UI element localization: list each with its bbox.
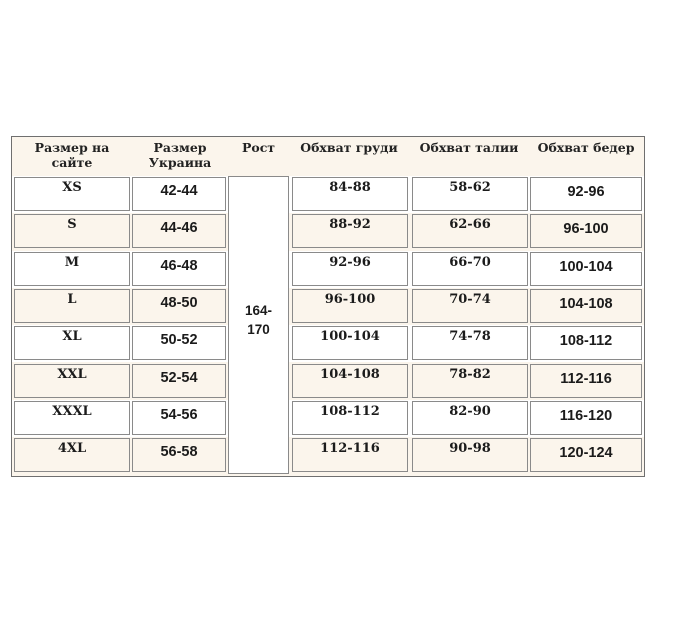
- header-site-size: Размер на сайте: [34, 140, 110, 170]
- cell-chest-box: [292, 252, 408, 286]
- header-hips: Обхват бедер: [537, 140, 635, 155]
- cell-hips: 120-124: [559, 445, 613, 462]
- cell-chest: 104-108: [320, 366, 380, 382]
- cell-waist-box: [412, 177, 528, 211]
- cell-waist: 58-62: [449, 180, 491, 195]
- cell-site-size: 4XL: [57, 441, 87, 457]
- cell-waist: 82-90: [449, 403, 491, 419]
- cell-chest-box: [292, 177, 408, 211]
- table-row: [12, 363, 644, 400]
- cell-hips-box: [530, 177, 642, 211]
- cell-chest: 108-112: [320, 403, 380, 419]
- cell-site-size: XXXL: [52, 403, 92, 419]
- cell-hips-box: [530, 252, 642, 286]
- cell-chest: 84-88: [329, 180, 371, 195]
- header-waist: Обхват талии: [419, 140, 519, 155]
- cell-hips-box: [530, 364, 642, 398]
- cell-waist-box: [412, 401, 528, 435]
- cell-waist-box: [412, 326, 528, 360]
- cell-waist: 78-82: [449, 366, 491, 382]
- cell-chest-box: [292, 289, 408, 323]
- cell-waist-box: [412, 252, 528, 286]
- cell-waist: 62-66: [449, 217, 491, 233]
- cell-waist: 66-70: [449, 254, 491, 270]
- cell-ukraine-size: 46-48: [160, 257, 198, 274]
- cell-site-size-box: [14, 252, 130, 286]
- cell-hips: 104-108: [559, 295, 613, 312]
- cell-site-size-box: [14, 214, 130, 248]
- cell-site-size: XXL: [57, 366, 87, 382]
- cell-chest: 100-104: [320, 329, 380, 345]
- cell-waist-box: [412, 438, 528, 472]
- cell-ukraine-size: 54-56: [160, 406, 198, 423]
- header-ukraine-size: Размер Украина: [148, 140, 212, 170]
- table-row: [12, 288, 644, 325]
- table-row: [12, 251, 644, 288]
- table-row: [12, 437, 644, 474]
- cell-hips: 112-116: [560, 370, 612, 387]
- cell-chest-box: [292, 214, 408, 248]
- cell-site-size: L: [67, 291, 77, 307]
- cell-chest-box: [292, 364, 408, 398]
- table-row: [12, 176, 644, 213]
- header-height: Рост: [241, 140, 276, 155]
- cell-ukraine-size: 52-54: [160, 369, 198, 386]
- cell-hips: 92-96: [567, 184, 605, 200]
- cell-ukraine-size-box: [132, 364, 226, 398]
- table-row: [12, 325, 644, 362]
- cell-chest-box: [292, 326, 408, 360]
- cell-chest: 112-116: [320, 441, 380, 457]
- cell-chest-box: [292, 401, 408, 435]
- cell-site-size: M: [64, 254, 80, 270]
- cell-ukraine-size-box: [132, 252, 226, 286]
- cell-site-size-box: [14, 364, 130, 398]
- cell-ukraine-size-box: [132, 177, 226, 211]
- cell-hips: 108-112: [559, 333, 613, 350]
- cell-hips-box: [530, 401, 642, 435]
- cell-hips: 100-104: [559, 258, 613, 275]
- cell-site-size-box: [14, 177, 130, 211]
- table-row: [12, 400, 644, 437]
- cell-chest-box: [292, 438, 408, 472]
- cell-chest: 88-92: [329, 217, 371, 233]
- cell-hips-box: [530, 326, 642, 360]
- cell-site-size-box: [14, 401, 130, 435]
- cell-chest: 96-100: [324, 291, 376, 307]
- size-chart-table: [11, 136, 645, 477]
- cell-hips: 116-120: [559, 407, 613, 424]
- cell-site-size-box: [14, 326, 130, 360]
- cell-site-size: S: [67, 217, 77, 233]
- cell-ukraine-size-box: [132, 438, 226, 472]
- cell-waist-box: [412, 289, 528, 323]
- cell-ukraine-size-box: [132, 214, 226, 248]
- cell-site-size: XL: [62, 329, 82, 345]
- cell-site-size: XS: [62, 180, 82, 195]
- cell-ukraine-size-box: [132, 401, 226, 435]
- cell-hips-box: [530, 438, 642, 472]
- height-merged-cell: [228, 176, 289, 474]
- cell-ukraine-size: 56-58: [160, 444, 198, 461]
- cell-ukraine-size: 50-52: [160, 332, 198, 349]
- cell-hips-box: [530, 214, 642, 248]
- cell-site-size-box: [14, 289, 130, 323]
- cell-ukraine-size: 42-44: [160, 183, 198, 199]
- header-chest: Обхват груди: [300, 140, 398, 155]
- cell-waist: 74-78: [449, 329, 491, 345]
- cell-ukraine-size-box: [132, 326, 226, 360]
- cell-waist: 90-98: [449, 441, 491, 457]
- cell-hips: 96-100: [563, 221, 609, 238]
- cell-hips-box: [530, 289, 642, 323]
- height-value: 164- 170: [244, 303, 273, 337]
- cell-site-size-box: [14, 438, 130, 472]
- cell-waist-box: [412, 364, 528, 398]
- cell-ukraine-size: 44-46: [160, 220, 198, 237]
- cell-waist-box: [412, 214, 528, 248]
- cell-waist: 70-74: [449, 291, 491, 307]
- cell-ukraine-size: 48-50: [160, 294, 198, 311]
- cell-chest: 92-96: [329, 254, 371, 270]
- cell-ukraine-size-box: [132, 289, 226, 323]
- table-row: [12, 213, 644, 250]
